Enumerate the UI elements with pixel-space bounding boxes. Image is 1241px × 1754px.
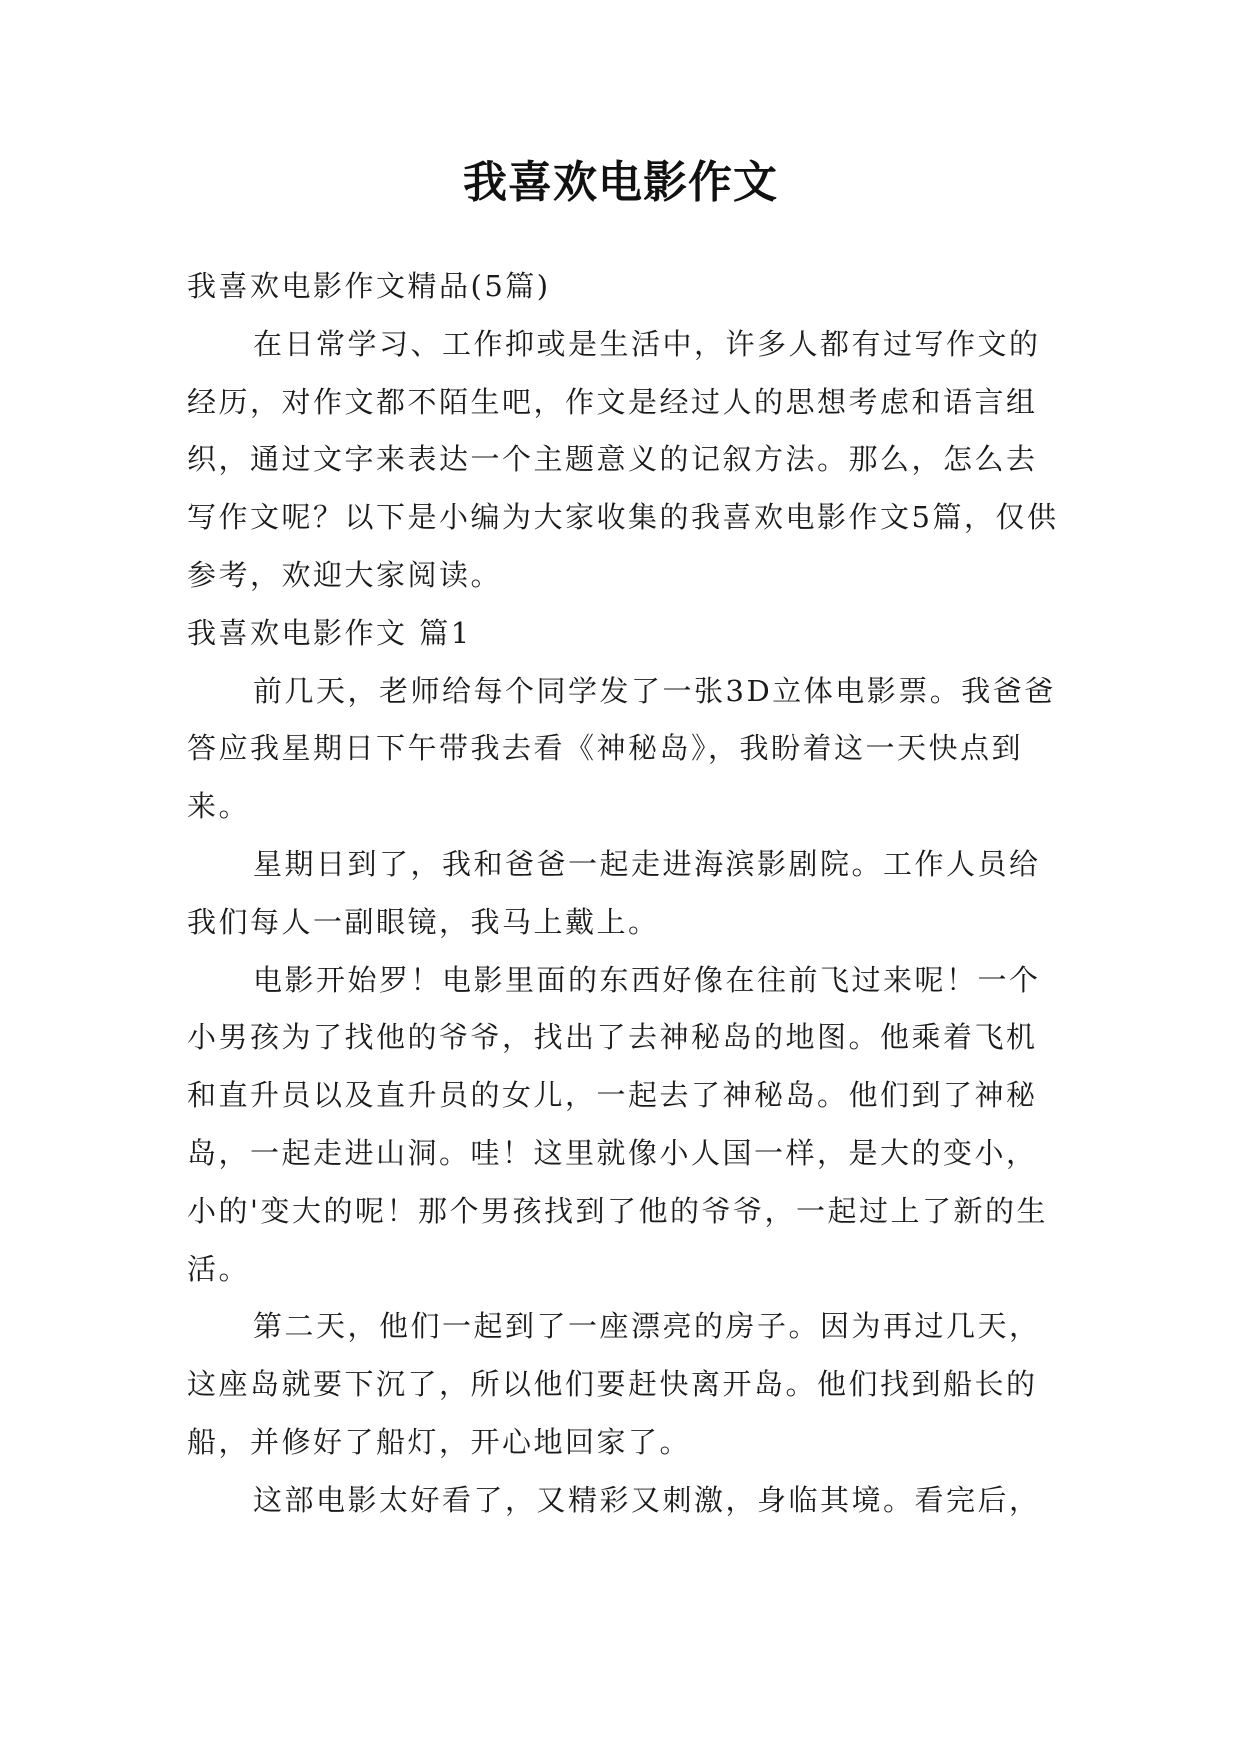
body-paragraph: 第二天，他们一起到了一座漂亮的房子。因为再过几天，这座岛就要下沉了，所以他们要赶快离开岛。他们找到船长的船，并修好了船灯，开心地回家了。 xyxy=(187,1309,1041,1459)
body-paragraph: 这部电影太好看了，又精彩又刺激，身临其境。看完后， xyxy=(253,1482,1041,1517)
document-title: 我喜欢电影作文 xyxy=(463,157,778,208)
document-body xyxy=(187,258,1067,1530)
body-paragraph: 星期日到了，我和爸爸一起走进海滨影剧院。工作人员给我们每人一副眼镜，我马上戴上。 xyxy=(187,846,1041,939)
subtitle-line: 我喜欢电影作文精品(5篇) xyxy=(187,269,551,303)
body-paragraph: 前几天，老师给每个同学发了一张3D立体电影票。我爸爸答应我星期日下午带我去看《神秘岛》，我盼着这一天快点到来。 xyxy=(187,673,1056,824)
intro-paragraph: 在日常学习、工作抑或是生活中，许多人都有过写作文的经历，对作文都不陌生吧，作文是经过人的思想考虑和语言组织，通过文字来表达一个主题意义的记叙方法。那么，怎么去写作文呢？以下是小编为大家收集的我喜欢电影作文5篇，仅供参考，欢迎大家阅读。 xyxy=(187,326,1059,592)
body-paragraph: 电影开始罗！电影里面的东西好像在往前飞过来呢！一个小男孩为了找他的爷爷，找出了去神秘岛的地图。他乘着飞机和直升员以及直升员的女儿，一起去了神秘岛。他们到了神秘岛，一起走进山洞。哇！这里就像小人国一样，是大的变小，小的'变大的呢！那个男孩找到了他的爷爷，一起过上了新的生活。 xyxy=(187,962,1048,1286)
section-heading: 我喜欢电影作文 篇1 xyxy=(187,615,472,650)
